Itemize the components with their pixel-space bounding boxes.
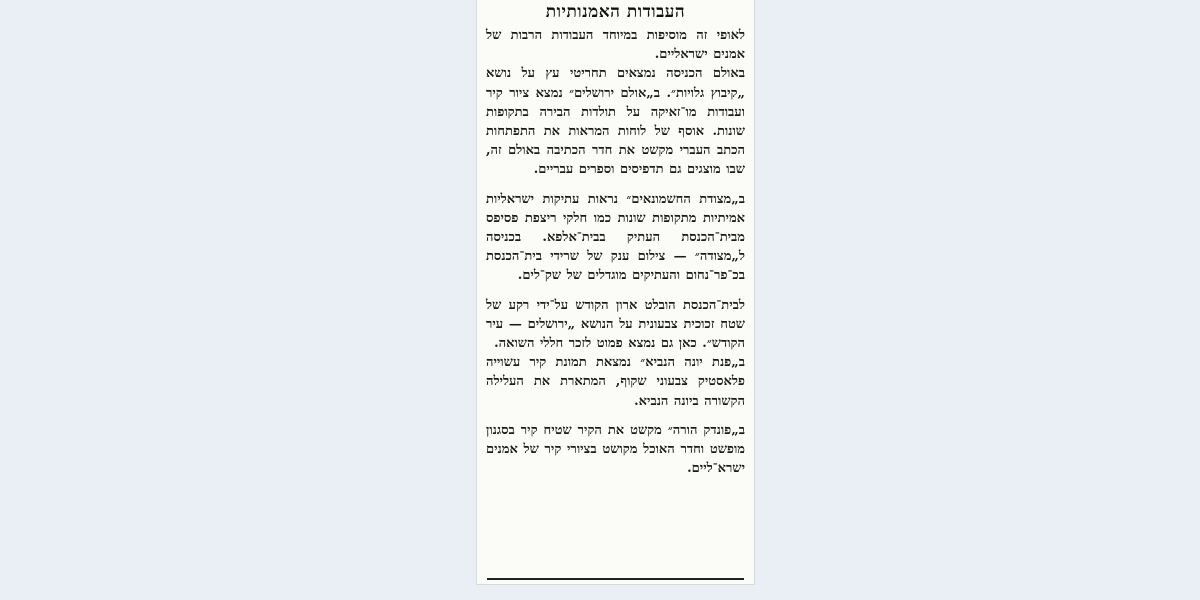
paragraph-intro: לאופי זה מוסיפות במיוחד העבודות הרבות של אמנים ישראליים. (486, 28, 745, 63)
column-bottom-rule (487, 578, 744, 580)
newspaper-clipping (477, 0, 754, 584)
paragraph-jonah-corner: ב„פנת יונה הנביא״ נמצאת תמונת קיר עשוייה פלאסטיק צבעוני שקוף, המתארת את העלילה הקשורה ביונה הנביא. (486, 355, 745, 409)
paragraph-synagogue: לבית־הכנסת הובלט ארון הקודש על־ידי רקע של שטח זכוכית צבעונית על הנושא „ירושלים — עיר הקודש״. כאן גם נמצא פמוט לזכר חללי השואה. (486, 297, 745, 352)
paragraph-entrance-hall: באולם הכניסה נמצאים תחריטי עץ על נושא „קיבוץ גלויות״. ב„אולם ירושלים״ נמצא ציור קיר ועבודות מו־זאיקה על תולדות הבירה בתקופות שונות. אוסף של לוחות המראות את התפתחות הכתב העברי מקשט את חדר הכתיבה באולם זה, שבו מוצגים גם תדפיסים וספרים עבריים. (486, 66, 745, 178)
paragraph-hasmonean-fortress: ב„מצודת החשמונאים״ נראות עתיקות ישראליות אמיתיות מתקופות שונות כמו חלקי ריצפת פסיפס מבית־הכנסת העתיק בבית־אלפא. בכניסה ל„מצודה״ — צילום ענק של שרידי בית־הכנסת בכ־פר־נחום והעתיקים מוגדלים של שק־לים. (486, 191, 745, 284)
paragraph-hora-inn: ב„פונדק הורה״ מקשט את הקיר שטיח קיר בסגנון מופשט וחדר האוכל מקושט בציורי קיר של אמנים ישרא־ליים. (486, 422, 745, 477)
article-headline: העבודות האמנותיות (545, 2, 686, 22)
article-body (477, 0, 754, 478)
